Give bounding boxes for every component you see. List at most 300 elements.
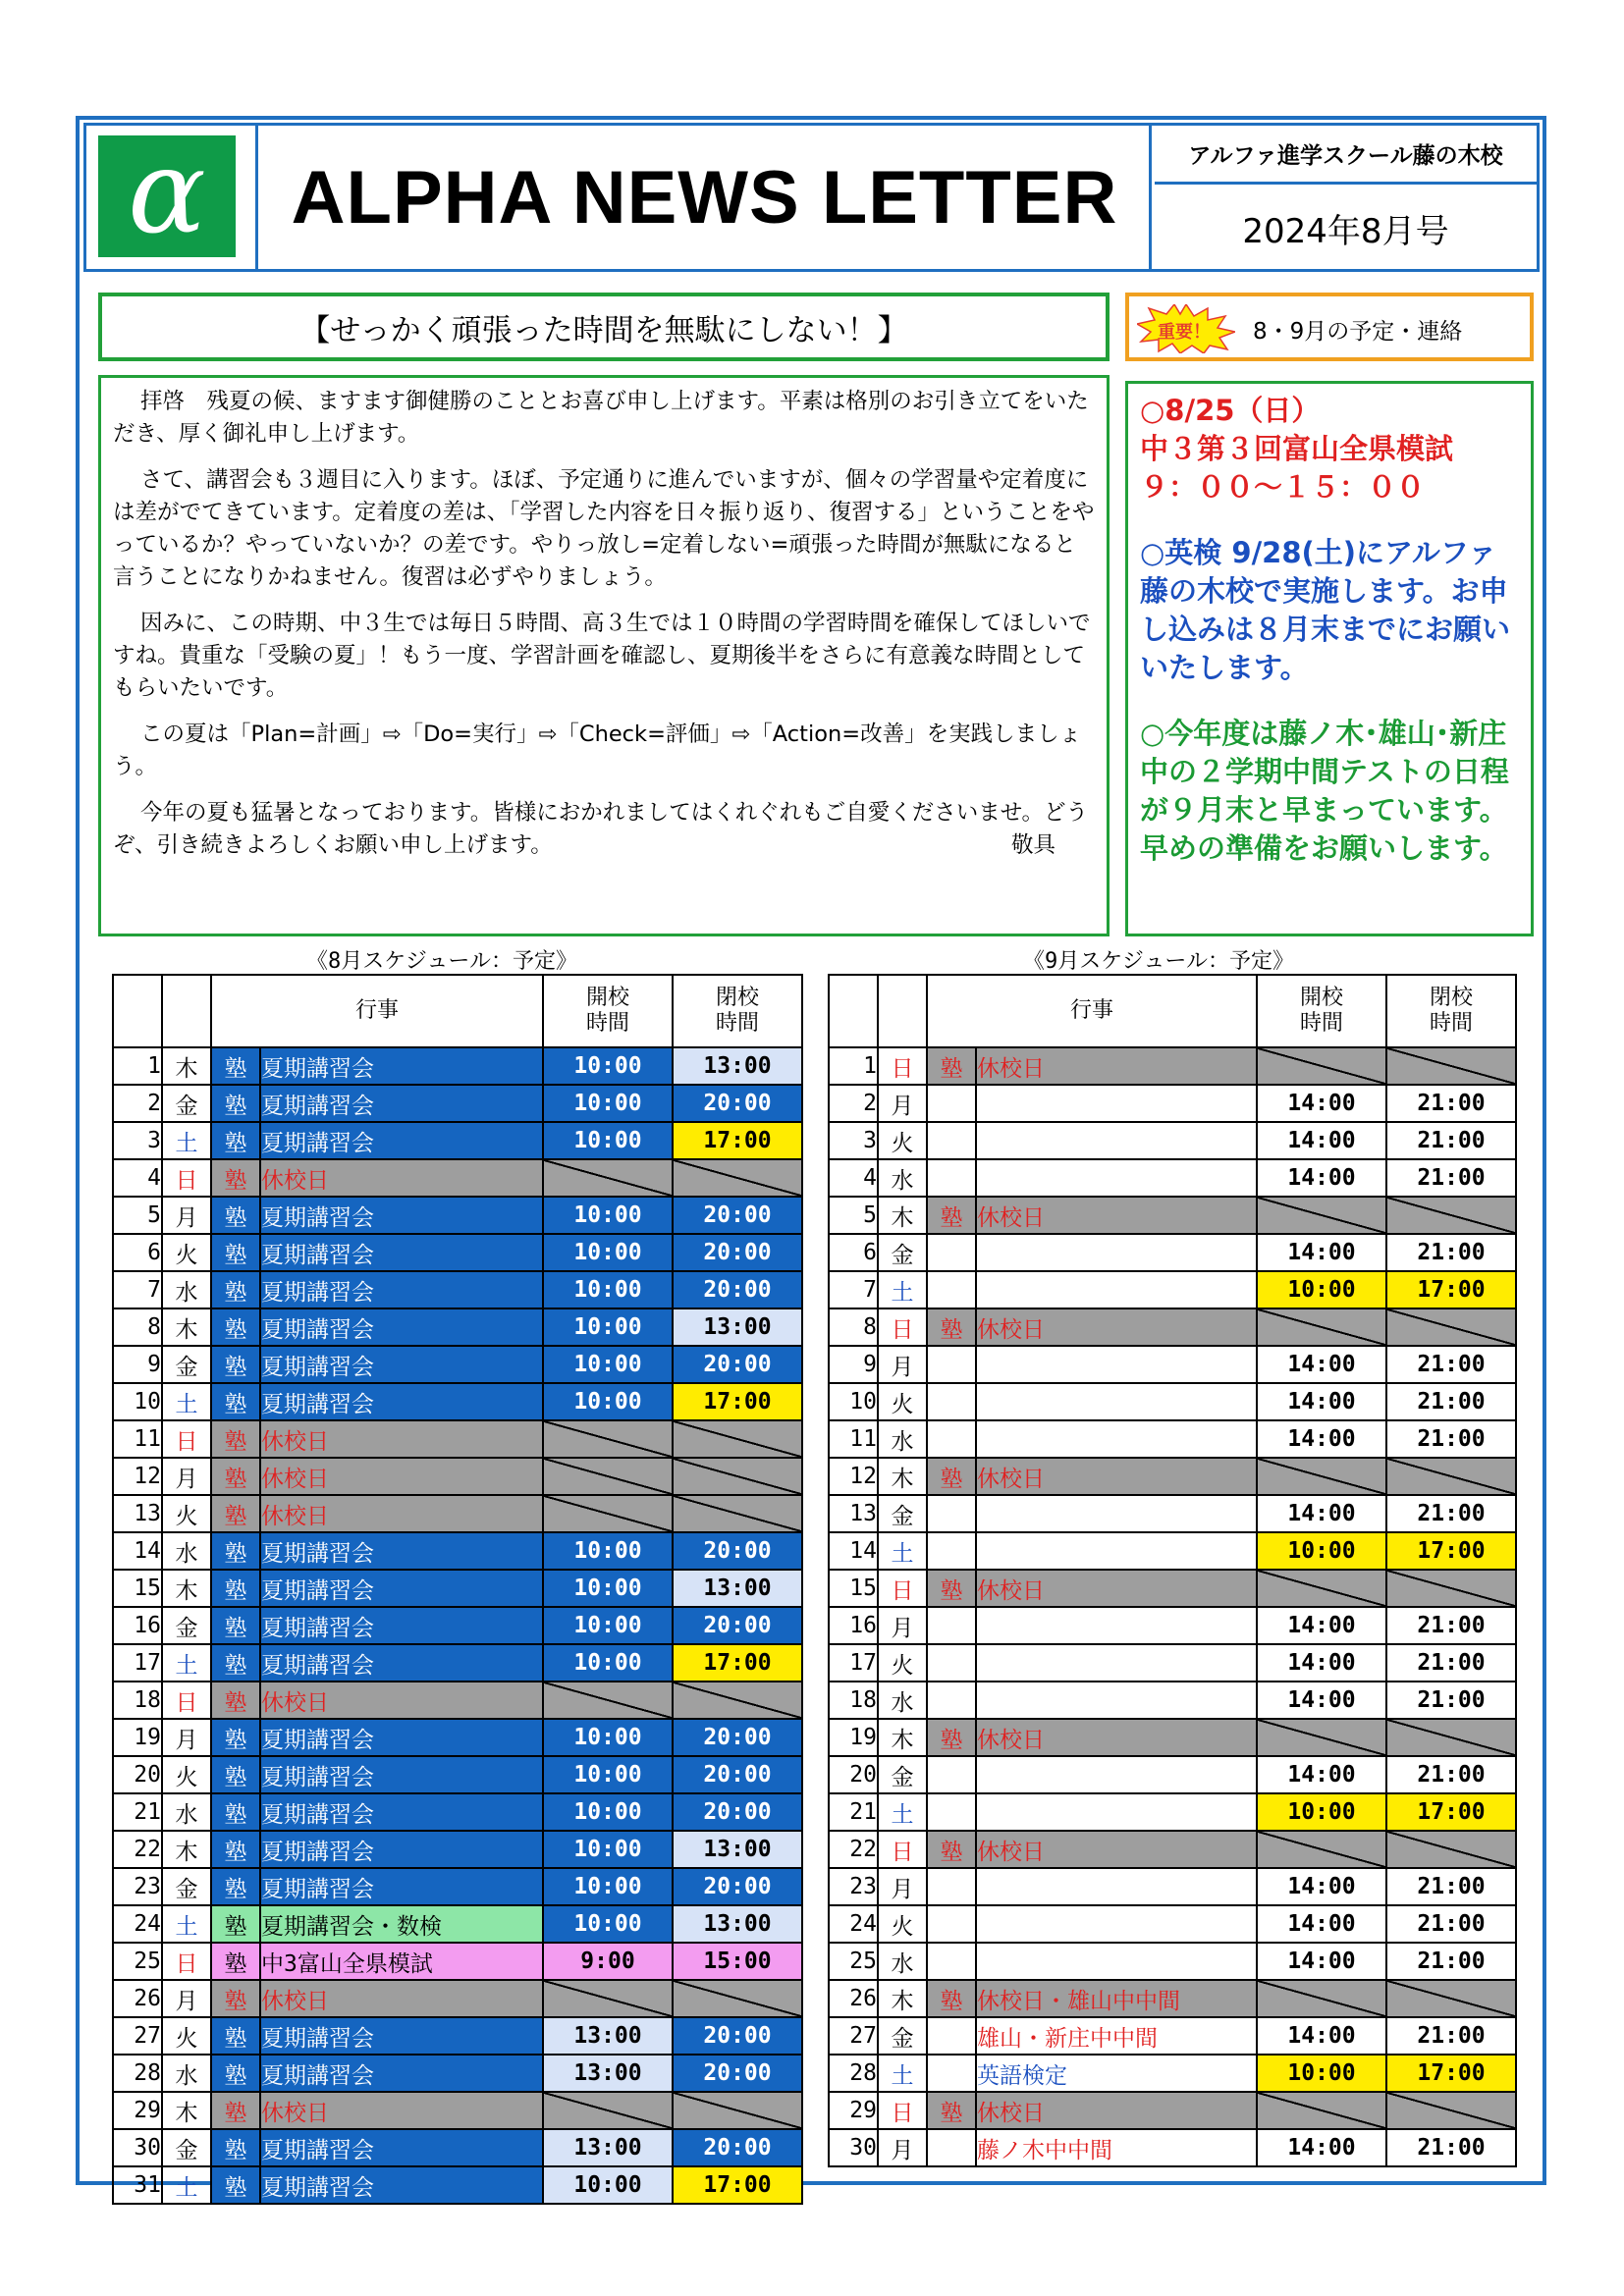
row-weekday: 日	[162, 1682, 211, 1719]
alpha-logo-glyph: α	[128, 124, 206, 259]
table-row	[113, 1197, 802, 1234]
row-weekday: 金	[162, 1868, 211, 1905]
row-date: 17	[829, 1644, 878, 1682]
row-event: 休校日	[976, 1719, 1257, 1756]
row-juku-mark	[927, 1122, 976, 1159]
row-weekday: 水	[878, 1420, 927, 1458]
row-juku-mark	[927, 1383, 976, 1420]
row-event: 夏期講習会	[260, 1346, 543, 1383]
table-row	[829, 1308, 1516, 1346]
table-row	[113, 1271, 802, 1308]
row-event: 夏期講習会	[260, 1644, 543, 1682]
table-row	[113, 1980, 802, 2017]
row-date: 30	[113, 2129, 162, 2166]
row-date: 30	[829, 2129, 878, 2166]
row-open-time: 14:00	[1257, 1346, 1386, 1383]
row-weekday: 金	[878, 1234, 927, 1271]
row-juku-mark: 塾	[211, 1308, 260, 1346]
table-row	[829, 2092, 1516, 2129]
row-event	[976, 1420, 1257, 1458]
row-juku-mark: 塾	[211, 1756, 260, 1793]
col-date	[829, 975, 878, 1047]
row-date: 1	[113, 1047, 162, 1085]
row-open-time	[1257, 1458, 1386, 1495]
table-row	[829, 1607, 1516, 1644]
row-weekday: 水	[878, 1943, 927, 1980]
row-date: 18	[829, 1682, 878, 1719]
row-weekday: 土	[878, 1271, 927, 1308]
row-event	[976, 1346, 1257, 1383]
row-close-time: 17:00	[673, 2166, 802, 2204]
row-event: 夏期講習会	[260, 1122, 543, 1159]
row-date: 4	[113, 1159, 162, 1197]
row-event: 休校日	[260, 1495, 543, 1532]
row-open-time	[1257, 1047, 1386, 1085]
row-close-time: 17:00	[673, 1644, 802, 1682]
row-event: 夏期講習会	[260, 1308, 543, 1346]
row-juku-mark: 塾	[211, 1122, 260, 1159]
row-date: 8	[113, 1308, 162, 1346]
row-juku-mark: 塾	[211, 1644, 260, 1682]
row-open-time: 10:00	[543, 1308, 673, 1346]
row-weekday: 月	[878, 1607, 927, 1644]
row-juku-mark: 塾	[211, 1943, 260, 1980]
row-juku-mark: 塾	[927, 1719, 976, 1756]
row-juku-mark	[927, 1644, 976, 1682]
row-weekday: 金	[162, 1607, 211, 1644]
row-date: 2	[113, 1085, 162, 1122]
row-date: 21	[829, 1793, 878, 1831]
row-close-time	[673, 1420, 802, 1458]
row-juku-mark: 塾	[211, 1383, 260, 1420]
table-row	[113, 1905, 802, 1943]
school-name: アルファ進学スクール藤の木校	[1155, 126, 1537, 185]
row-open-time: 14:00	[1257, 1756, 1386, 1793]
row-juku-mark	[927, 1868, 976, 1905]
row-event: 夏期講習会・数検	[260, 1905, 543, 1943]
row-date: 25	[829, 1943, 878, 1980]
row-close-time	[673, 1495, 802, 1532]
row-open-time: 14:00	[1257, 1122, 1386, 1159]
row-event: 休校日	[976, 1308, 1257, 1346]
row-event: 休校日	[260, 1458, 543, 1495]
row-date: 21	[113, 1793, 162, 1831]
row-date: 7	[829, 1271, 878, 1308]
greeting-letter	[98, 375, 1110, 936]
row-event: 夏期講習会	[260, 2017, 543, 2055]
row-close-time: 20:00	[673, 1607, 802, 1644]
row-weekday: 木	[162, 1570, 211, 1607]
table-row	[829, 1122, 1516, 1159]
letter-paragraph: この夏は「Plan=計画」⇨「Do=実行」⇨「Check=評価」⇨「Action=改善」を実践しましょう。	[113, 721, 1082, 779]
row-open-time: 14:00	[1257, 1085, 1386, 1122]
row-date: 11	[829, 1420, 878, 1458]
notice-mock-time: ９：００～１５：００	[1140, 470, 1426, 504]
row-close-time	[1386, 1719, 1516, 1756]
row-open-time: 14:00	[1257, 1420, 1386, 1458]
row-date: 20	[113, 1756, 162, 1793]
row-event	[976, 1682, 1257, 1719]
row-close-time: 17:00	[673, 1383, 802, 1420]
table-row	[113, 2017, 802, 2055]
notice-mock-exam	[1140, 392, 1519, 507]
row-weekday: 火	[162, 1495, 211, 1532]
row-open-time: 10:00	[543, 1644, 673, 1682]
row-event: 夏期講習会	[260, 1047, 543, 1085]
row-weekday: 土	[162, 1905, 211, 1943]
row-close-time: 21:00	[1386, 1756, 1516, 1793]
row-open-time: 14:00	[1257, 2129, 1386, 2166]
row-weekday: 月	[162, 1197, 211, 1234]
table-row	[113, 1234, 802, 1271]
row-event	[976, 1793, 1257, 1831]
row-date: 9	[829, 1346, 878, 1383]
aug-schedule-table	[112, 974, 803, 2205]
row-juku-mark	[927, 1793, 976, 1831]
row-open-time: 10:00	[1257, 1532, 1386, 1570]
row-close-time: 21:00	[1386, 1905, 1516, 1943]
row-event: 夏期講習会	[260, 2129, 543, 2166]
row-close-time	[1386, 1047, 1516, 1085]
row-event: 休校日	[976, 1831, 1257, 1868]
row-close-time: 15:00	[673, 1943, 802, 1980]
row-weekday: 火	[878, 1122, 927, 1159]
row-close-time: 20:00	[673, 2055, 802, 2092]
row-close-time: 21:00	[1386, 1159, 1516, 1197]
table-row	[829, 1831, 1516, 1868]
row-date: 24	[829, 1905, 878, 1943]
row-close-time	[1386, 1458, 1516, 1495]
row-juku-mark: 塾	[211, 1495, 260, 1532]
row-date: 11	[113, 1420, 162, 1458]
row-open-time: 13:00	[543, 2129, 673, 2166]
row-juku-mark	[927, 1234, 976, 1271]
row-event	[976, 1905, 1257, 1943]
row-weekday: 日	[878, 1570, 927, 1607]
col-open: 開校 時間	[1257, 975, 1386, 1047]
row-juku-mark	[927, 1271, 976, 1308]
row-close-time	[673, 1980, 802, 2017]
row-close-time: 17:00	[1386, 2055, 1516, 2092]
row-weekday: 日	[162, 1943, 211, 1980]
notice-eiken: ○英検 9/28(土)にアルファ藤の木校で実施します。お申し込みは８月末までにお願いいたします。	[1140, 536, 1511, 684]
row-weekday: 火	[162, 2017, 211, 2055]
row-event: 休校日	[260, 1420, 543, 1458]
table-row	[113, 1308, 802, 1346]
row-weekday: 土	[162, 1644, 211, 1682]
row-close-time: 21:00	[1386, 1682, 1516, 1719]
notice-midterm: ○今年度は藤ノ木･雄山･新庄中の２学期中間テストの日程が９月末と早まっています。早めの準備をお願いします。	[1140, 717, 1509, 865]
row-date: 22	[113, 1831, 162, 1868]
row-weekday: 木	[162, 1308, 211, 1346]
table-row	[829, 1868, 1516, 1905]
table-row	[829, 1458, 1516, 1495]
row-open-time: 10:00	[1257, 1793, 1386, 1831]
row-open-time: 10:00	[543, 2166, 673, 2204]
row-date: 13	[113, 1495, 162, 1532]
row-open-time	[543, 1458, 673, 1495]
row-weekday: 金	[878, 1495, 927, 1532]
row-date: 12	[829, 1458, 878, 1495]
row-event: 英語検定	[976, 2055, 1257, 2092]
row-close-time: 17:00	[1386, 1793, 1516, 1831]
row-close-time: 20:00	[673, 1234, 802, 1271]
table-row	[829, 1271, 1516, 1308]
row-date: 8	[829, 1308, 878, 1346]
row-weekday: 木	[878, 1458, 927, 1495]
table-row	[113, 1570, 802, 1607]
row-date: 19	[829, 1719, 878, 1756]
row-juku-mark: 塾	[211, 2055, 260, 2092]
row-weekday: 水	[162, 2055, 211, 2092]
row-date: 15	[113, 1570, 162, 1607]
row-close-time: 21:00	[1386, 1868, 1516, 1905]
logo-box	[86, 126, 258, 269]
row-event: 夏期講習会	[260, 1607, 543, 1644]
row-event: 休校日	[260, 2092, 543, 2129]
row-close-time	[673, 1682, 802, 1719]
row-weekday: 日	[162, 1420, 211, 1458]
row-open-time: 9:00	[543, 1943, 673, 1980]
row-open-time: 14:00	[1257, 1905, 1386, 1943]
table-row	[829, 1346, 1516, 1383]
row-juku-mark	[927, 1682, 976, 1719]
row-open-time: 10:00	[1257, 1271, 1386, 1308]
row-open-time	[1257, 1831, 1386, 1868]
row-open-time: 10:00	[543, 1905, 673, 1943]
row-event	[976, 1159, 1257, 1197]
row-close-time: 13:00	[673, 1308, 802, 1346]
row-close-time	[1386, 1831, 1516, 1868]
row-date: 19	[113, 1719, 162, 1756]
row-weekday: 水	[162, 1532, 211, 1570]
title-box	[260, 126, 1152, 269]
row-weekday: 日	[162, 1159, 211, 1197]
col-close: 閉校 時間	[1386, 975, 1516, 1047]
row-close-time: 21:00	[1386, 2017, 1516, 2055]
table-row	[113, 1159, 802, 1197]
row-juku-mark	[927, 1905, 976, 1943]
row-close-time: 13:00	[673, 1905, 802, 1943]
issue-date: 2024年8月号	[1242, 211, 1449, 251]
row-juku-mark: 塾	[927, 1831, 976, 1868]
row-weekday: 月	[162, 1458, 211, 1495]
row-date: 23	[113, 1868, 162, 1905]
table-row	[829, 1644, 1516, 1682]
row-close-time	[673, 1458, 802, 1495]
row-open-time: 10:00	[543, 1085, 673, 1122]
row-open-time	[1257, 1570, 1386, 1607]
row-juku-mark: 塾	[211, 1271, 260, 1308]
aug-caption: 《8月スケジュール：予定》	[306, 949, 577, 974]
row-juku-mark: 塾	[211, 1458, 260, 1495]
row-open-time: 10:00	[543, 1793, 673, 1831]
table-row	[829, 1159, 1516, 1197]
row-weekday: 火	[878, 1383, 927, 1420]
row-date: 17	[113, 1644, 162, 1682]
row-date: 24	[113, 1905, 162, 1943]
row-open-time: 14:00	[1257, 1495, 1386, 1532]
row-event	[976, 1234, 1257, 1271]
letter-paragraph: 因みに、この時期、中３生では毎日５時間、高３生では１０時間の学習時間を確保してほしいですね。貴重な「受験の夏」！もう一度、学習計画を確認し、夏期後半をさらに有意義な時間としてもらいたいです。	[113, 611, 1091, 701]
row-close-time: 21:00	[1386, 1085, 1516, 1122]
row-weekday: 水	[162, 1271, 211, 1308]
row-juku-mark: 塾	[927, 1458, 976, 1495]
row-event: 休校日	[976, 1570, 1257, 1607]
row-event	[976, 1756, 1257, 1793]
schedule-banner-title: 8・9月の予定・連絡	[1253, 319, 1463, 345]
row-close-time	[1386, 1308, 1516, 1346]
table-row	[829, 1793, 1516, 1831]
table-row	[829, 1756, 1516, 1793]
row-close-time: 21:00	[1386, 1383, 1516, 1420]
col-weekday	[878, 975, 927, 1047]
row-event: 夏期講習会	[260, 1532, 543, 1570]
row-close-time: 21:00	[1386, 1495, 1516, 1532]
table-row	[113, 1532, 802, 1570]
row-date: 16	[113, 1607, 162, 1644]
row-open-time	[543, 1420, 673, 1458]
row-date: 23	[829, 1868, 878, 1905]
table-row	[829, 1719, 1516, 1756]
row-open-time: 10:00	[543, 1756, 673, 1793]
row-close-time: 20:00	[673, 2017, 802, 2055]
row-open-time: 14:00	[1257, 1607, 1386, 1644]
row-weekday: 土	[878, 1793, 927, 1831]
row-close-time: 17:00	[673, 1122, 802, 1159]
row-open-time: 14:00	[1257, 1234, 1386, 1271]
table-row	[829, 2129, 1516, 2166]
row-event: 休校日	[976, 1458, 1257, 1495]
row-weekday: 日	[878, 2092, 927, 2129]
row-date: 15	[829, 1570, 878, 1607]
table-row	[829, 1234, 1516, 1271]
row-event	[976, 1532, 1257, 1570]
row-weekday: 金	[162, 1346, 211, 1383]
row-weekday: 土	[162, 2166, 211, 2204]
row-juku-mark	[927, 1085, 976, 1122]
col-event: 行事	[927, 975, 1257, 1047]
row-close-time: 21:00	[1386, 1234, 1516, 1271]
row-juku-mark: 塾	[211, 1346, 260, 1383]
headline: 【せっかく頑張った時間を無駄にしない！】	[98, 293, 1110, 361]
row-juku-mark: 塾	[211, 1197, 260, 1234]
row-close-time: 13:00	[673, 1047, 802, 1085]
row-date: 16	[829, 1607, 878, 1644]
important-badge: 重要！	[1158, 322, 1211, 343]
alpha-logo	[98, 124, 236, 259]
row-date: 10	[829, 1383, 878, 1420]
row-juku-mark: 塾	[927, 1980, 976, 2017]
row-event: 休校日	[976, 1197, 1257, 1234]
row-event	[976, 1607, 1257, 1644]
row-weekday: 金	[878, 2017, 927, 2055]
row-close-time: 21:00	[1386, 1644, 1516, 1682]
row-open-time: 10:00	[543, 1570, 673, 1607]
row-event: 夏期講習会	[260, 1756, 543, 1793]
row-date: 26	[829, 1980, 878, 2017]
row-juku-mark: 塾	[211, 1831, 260, 1868]
row-open-time: 14:00	[1257, 2017, 1386, 2055]
row-juku-mark	[927, 1495, 976, 1532]
row-date: 4	[829, 1159, 878, 1197]
col-close: 閉校 時間	[673, 975, 802, 1047]
row-date: 13	[829, 1495, 878, 1532]
row-juku-mark	[927, 1420, 976, 1458]
row-weekday: 木	[878, 1197, 927, 1234]
row-open-time: 14:00	[1257, 1682, 1386, 1719]
row-event: 夏期講習会	[260, 1197, 543, 1234]
row-juku-mark: 塾	[927, 1570, 976, 1607]
row-juku-mark: 塾	[927, 1308, 976, 1346]
row-weekday: 金	[878, 1756, 927, 1793]
row-event: 夏期講習会	[260, 1383, 543, 1420]
row-weekday: 月	[878, 1868, 927, 1905]
row-open-time	[543, 1980, 673, 2017]
row-close-time: 21:00	[1386, 2129, 1516, 2166]
row-open-time: 10:00	[543, 1047, 673, 1085]
notice-mock-date: ○8/25（日）	[1140, 394, 1321, 427]
row-weekday: 土	[878, 1532, 927, 1570]
row-weekday: 水	[878, 1682, 927, 1719]
letter-paragraph: さて、講習会も３週目に入ります。ほぼ、予定通りに進んでいますが、個々の学習量や定着度には差がでてきています。定着度の差は、「学習した内容を日々振り返り、復習する」ということをやっているか？やっていないか？の差です。やりっ放し=定着しない=頑張った時間が無駄になると言うことになりかねません。復習は必ずやりましょう。	[113, 467, 1095, 590]
row-juku-mark: 塾	[211, 1570, 260, 1607]
row-juku-mark: 塾	[211, 2017, 260, 2055]
table-row	[829, 1420, 1516, 1458]
row-event: 夏期講習会	[260, 1085, 543, 1122]
row-juku-mark: 塾	[927, 2092, 976, 2129]
row-close-time	[1386, 1197, 1516, 1234]
col-open: 開校 時間	[543, 975, 673, 1047]
row-event: 雄山・新庄中中間	[976, 2017, 1257, 2055]
notices-box	[1125, 381, 1534, 936]
row-close-time: 20:00	[673, 1197, 802, 1234]
row-open-time	[1257, 1308, 1386, 1346]
table-row	[829, 2017, 1516, 2055]
row-date: 5	[113, 1197, 162, 1234]
row-close-time: 20:00	[673, 1346, 802, 1383]
row-date: 31	[113, 2166, 162, 2204]
row-date: 9	[113, 1346, 162, 1383]
row-date: 27	[829, 2017, 878, 2055]
row-open-time: 10:00	[543, 1197, 673, 1234]
row-open-time	[1257, 1719, 1386, 1756]
row-close-time	[1386, 1980, 1516, 2017]
row-open-time: 10:00	[543, 1234, 673, 1271]
table-row	[829, 1047, 1516, 1085]
row-close-time: 20:00	[673, 1793, 802, 1831]
notice-mock-title: 中３第３回富山全県模試	[1140, 432, 1454, 465]
table-row	[829, 1682, 1516, 1719]
row-event: 休校日	[260, 1159, 543, 1197]
row-close-time	[673, 1159, 802, 1197]
col-weekday	[162, 975, 211, 1047]
row-close-time: 20:00	[673, 1085, 802, 1122]
row-date: 6	[829, 1234, 878, 1271]
row-open-time: 10:00	[543, 1532, 673, 1570]
row-weekday: 木	[878, 1719, 927, 1756]
row-close-time: 20:00	[673, 1271, 802, 1308]
row-weekday: 水	[878, 1159, 927, 1197]
row-close-time: 20:00	[673, 1532, 802, 1570]
row-weekday: 月	[162, 1980, 211, 2017]
table-row	[113, 1047, 802, 1085]
col-event: 行事	[211, 975, 543, 1047]
row-open-time: 14:00	[1257, 1159, 1386, 1197]
row-weekday: 土	[878, 2055, 927, 2092]
row-event	[976, 1644, 1257, 1682]
row-event: 夏期講習会	[260, 1831, 543, 1868]
